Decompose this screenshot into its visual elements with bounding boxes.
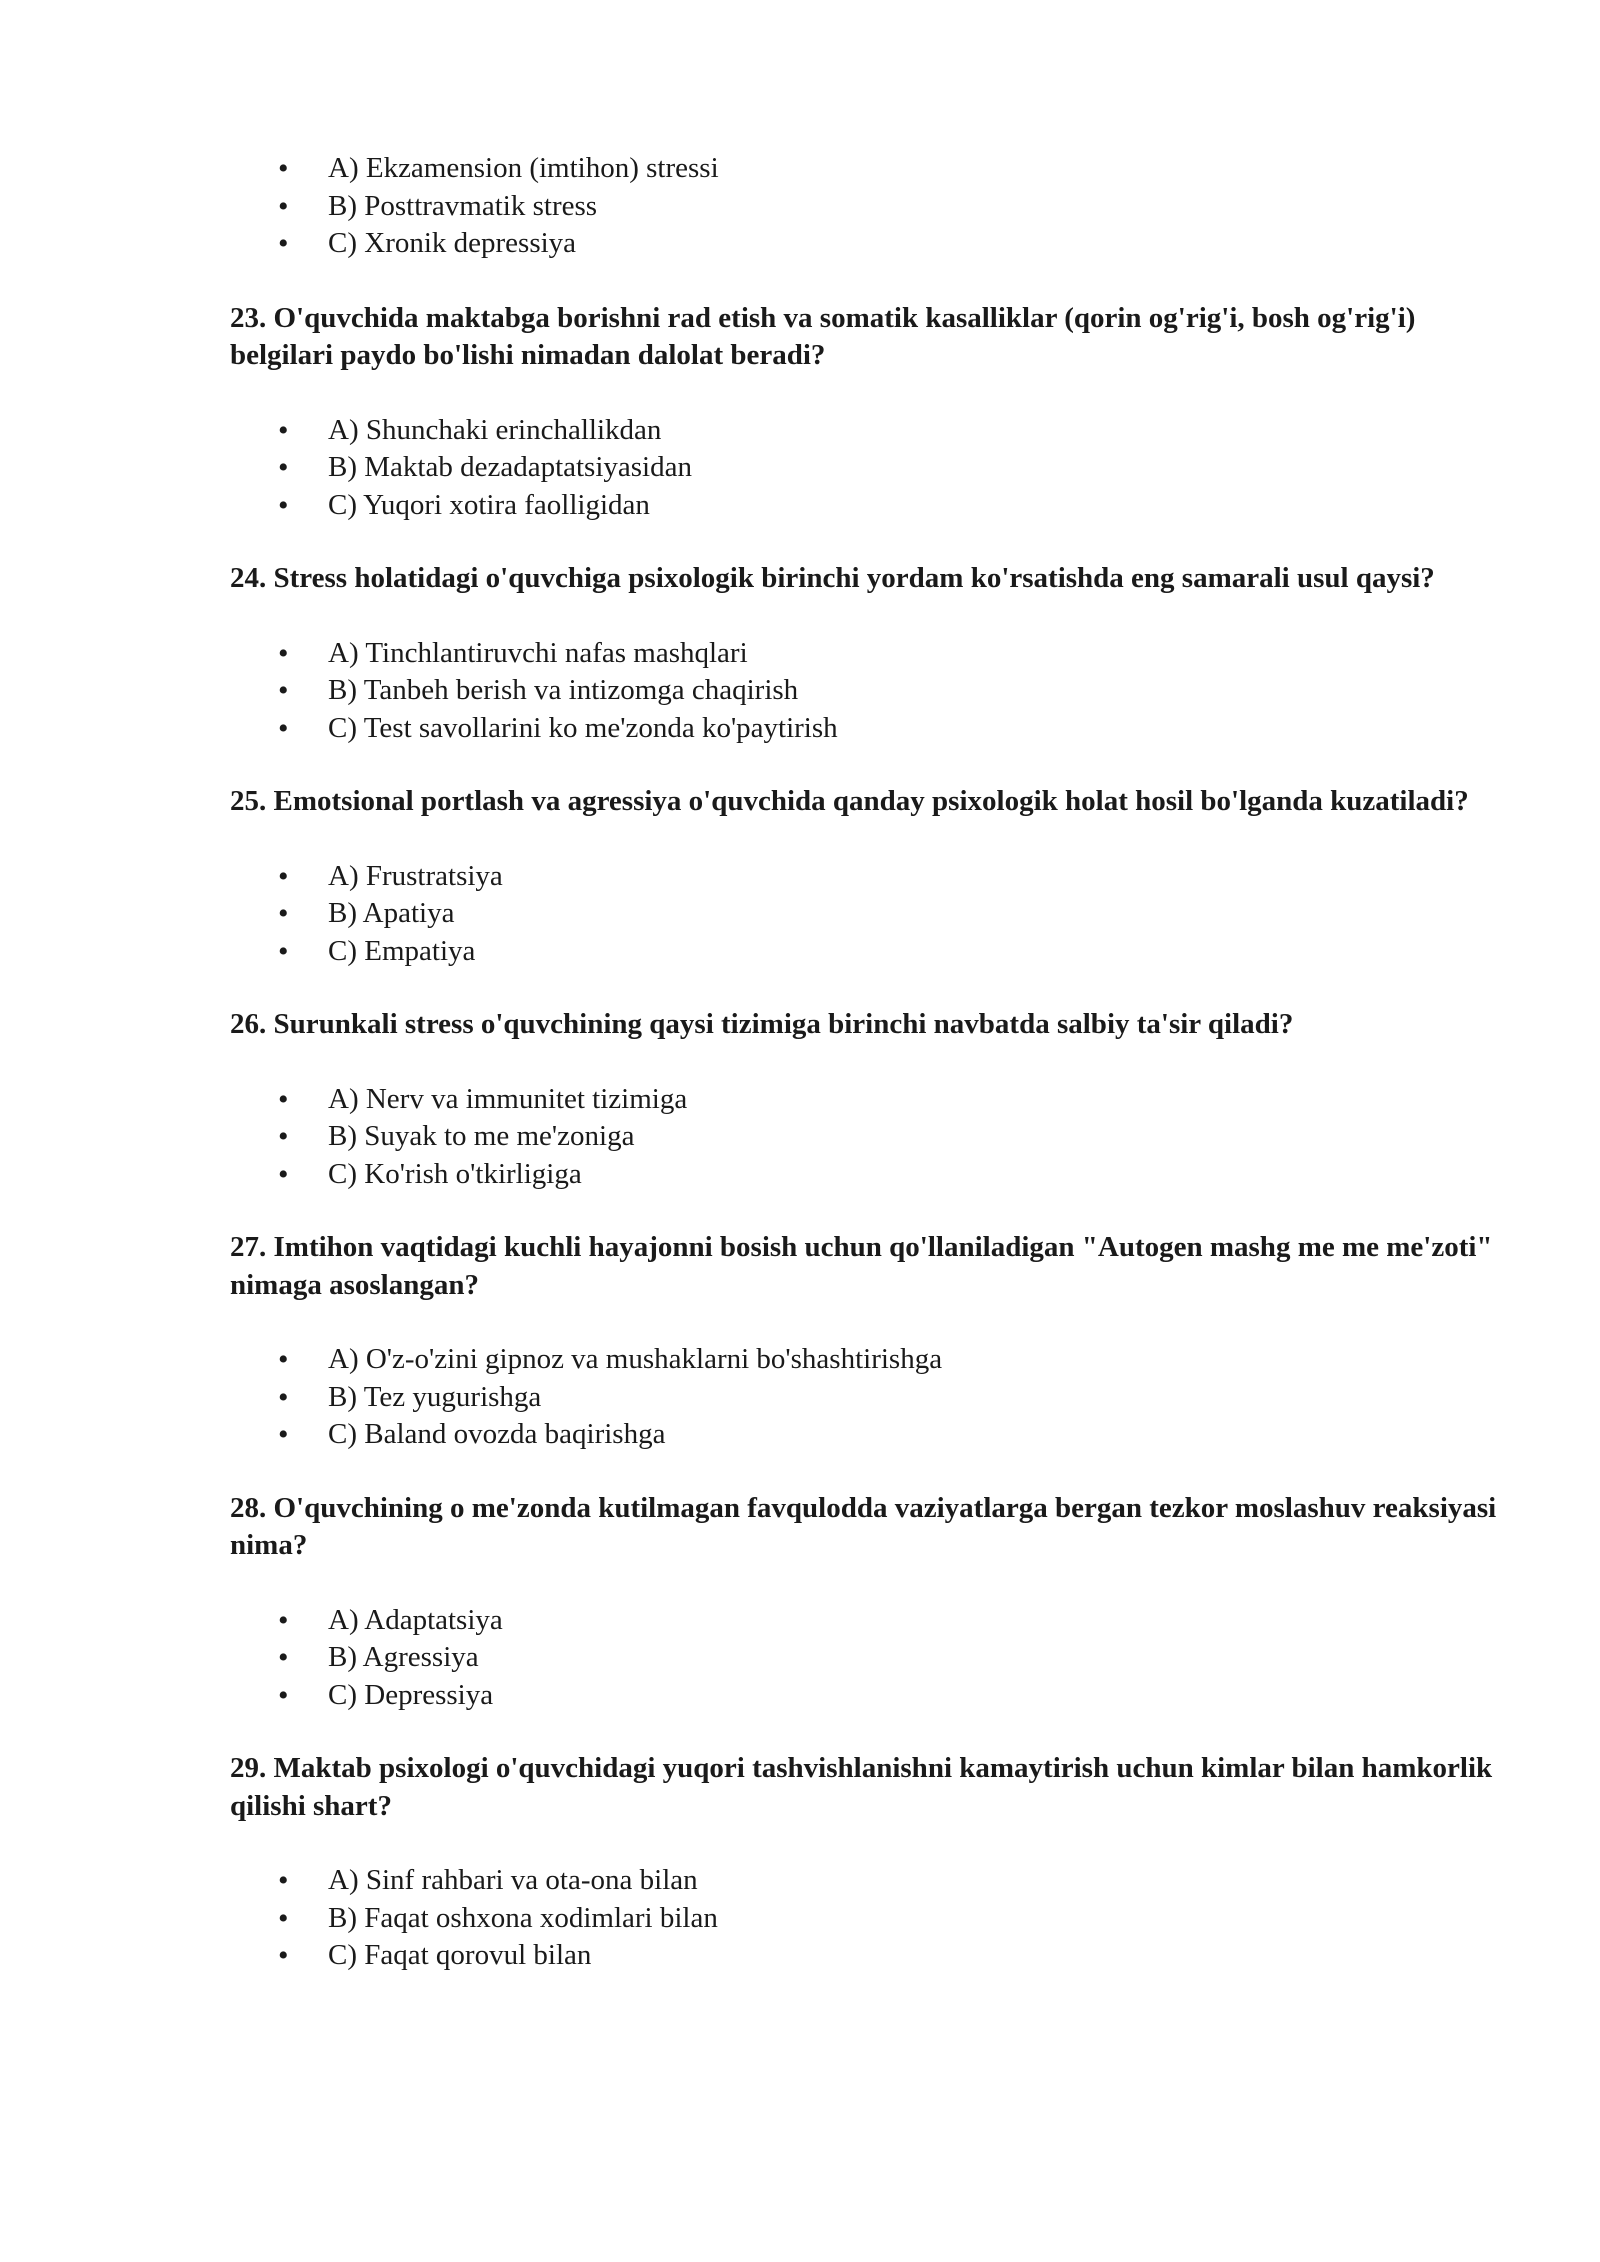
question-text: 23. O'quvchida maktabga borishni rad etish va somatik kasalliklar (qorin og'rig'i, bosh og'rig'i) belgilari paydo bo'lishi nimadan dalolat beradi? — [230, 301, 1416, 371]
question-26 — [230, 1006, 1500, 1193]
option-c: • C) Empatiya — [230, 933, 1500, 971]
option-a: • A) Tinchlantiruvchi nafas mashqlari — [230, 635, 1500, 673]
option-a: • A) Sinf rahbari va ota-ona bilan — [230, 1862, 1500, 1900]
option-b: • B) Faqat oshxona xodimlari bilan — [230, 1900, 1500, 1938]
options-list — [230, 1862, 1500, 1975]
question-text: 26. Surunkali stress o'quvchining qaysi tizimiga birinchi navbatda salbiy ta'sir qiladi? — [230, 1008, 1294, 1040]
option-a: • A) O'z-o'zini gipnoz va mushaklarni bo'shashtirishga — [230, 1341, 1500, 1379]
option-a: • A) Frustratsiya — [230, 858, 1500, 896]
question-text: 28. O'quvchining o me'zonda kutilmagan favqulodda vaziyatlarga bergan tezkor moslashuv reaksiyasi nima? — [230, 1491, 1497, 1561]
options-list — [230, 635, 1500, 748]
options-list — [230, 1081, 1500, 1194]
question-23 — [230, 300, 1500, 525]
option-c: • C) Test savollarini ko me'zonda ko'paytirish — [230, 710, 1500, 748]
option-b: • B) Suyak to me me'zoniga — [230, 1118, 1500, 1156]
option-b: • B) Tez yugurishga — [230, 1379, 1500, 1417]
question-25 — [230, 783, 1500, 970]
option-c: • C) Ko'rish o'tkirligiga — [230, 1156, 1500, 1194]
question-text: 27. Imtihon vaqtidagi kuchli hayajonni bosish uchun qo'llaniladigan "Autogen mashg me me me'zoti" nimaga asoslangan? — [230, 1231, 1493, 1301]
option-b: • B) Tanbeh berish va intizomga chaqirish — [230, 672, 1500, 710]
option-a: • A) Shunchaki erinchallikdan — [230, 412, 1500, 450]
document-page — [230, 150, 1500, 2011]
option-b: • B) Agressiya — [230, 1639, 1500, 1677]
options-list — [230, 412, 1500, 525]
question-text: 24. Stress holatidagi o'quvchiga psixologik birinchi yordam ko'rsatishda eng samarali usul qaysi? — [230, 562, 1435, 594]
question-24 — [230, 560, 1500, 747]
question-29 — [230, 1750, 1500, 1975]
options-list — [230, 1602, 1500, 1715]
option-a: • A) Nerv va immunitet tizimiga — [230, 1081, 1500, 1119]
question-text: 25. Emotsional portlash va agressiya o'quvchida qanday psixologik holat hosil bo'lganda kuzatiladi? — [230, 785, 1469, 817]
option-a: • A) Adaptatsiya — [230, 1602, 1500, 1640]
option-c: • C) Xronik depressiya — [230, 225, 1500, 263]
options-list — [230, 858, 1500, 971]
option-b: • B) Posttravmatik stress — [230, 188, 1500, 226]
option-b: • B) Maktab dezadaptatsiyasidan — [230, 449, 1500, 487]
option-b: • B) Apatiya — [230, 895, 1500, 933]
question-text: 29. Maktab psixologi o'quvchidagi yuqori tashvishlanishni kamaytirish uchun kimlar bilan hamkorlik qilishi shart? — [230, 1752, 1493, 1822]
option-c: • C) Depressiya — [230, 1677, 1500, 1715]
question-27 — [230, 1229, 1500, 1454]
question-28 — [230, 1490, 1500, 1715]
option-c: • C) Yuqori xotira faolligidan — [230, 487, 1500, 525]
option-c: • C) Faqat qorovul bilan — [230, 1937, 1500, 1975]
options-list-q22 — [230, 150, 1500, 263]
options-list — [230, 1341, 1500, 1454]
option-a: • A) Ekzamension (imtihon) stressi — [230, 150, 1500, 188]
option-c: • C) Baland ovozda baqirishga — [230, 1416, 1500, 1454]
